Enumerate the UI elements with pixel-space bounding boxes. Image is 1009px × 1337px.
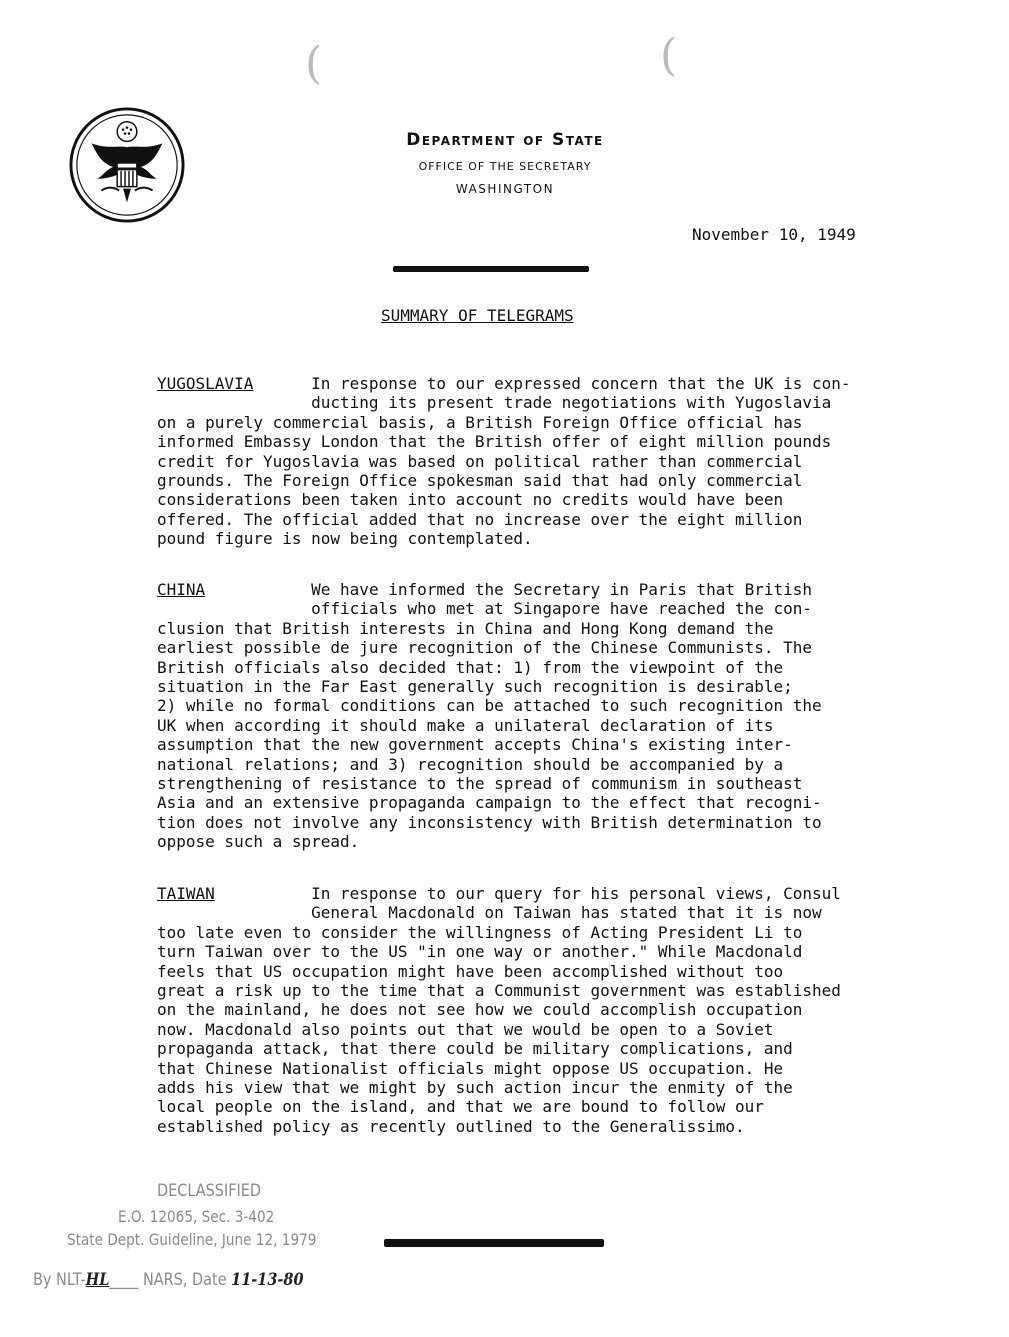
redacted-classification-bottom [384,1239,604,1247]
section-continuation: officials who met at Singapore have reached the con- [311,599,813,619]
section-taiwan [157,884,937,1136]
section-first-line: In response to our query for his personal views, Consul [311,884,841,903]
nars-date-label: NARS, Date [142,1270,227,1290]
review-line: By NLT-HL____ NARS, Date 11-13-80 [33,1270,304,1290]
section-continuation: General Macdonald on Taiwan has stated that it is now [311,903,822,923]
declassified-label: DECLASSIFIED [157,1181,262,1201]
margin-mark-right: ( [660,30,678,81]
executive-order-line: E.O. 12065, Sec. 3-402 [118,1207,275,1226]
margin-mark-left: ( [305,38,323,89]
section-first-line: We have informed the Secretary in Paris that British [311,580,813,599]
section-first-line: In response to our expressed concern that the UK is con- [311,374,851,393]
section-body: on a purely commercial basis, a British Foreign Office official has informed Embassy London that the British offer of eight million pounds credit for Yugoslavia was based on political rather than commercial grounds. The Foreign Office spokesman said that had only commercial considerations been taken into account no credits would have been offered. The official added that no increase over the eight million pound figure is now being contemplated. [157,412,832,549]
section-heading: TAIWAN [157,884,215,903]
section-body: clusion that British interests in China and Hong Kong demand the earliest possible de jure recognition of the Chinese Communists. The British officials also decided that: 1) from the viewpoint of the situation in the Far East generally such recognition is desirable; 2) while no formal conditions can be attached to such recognition the UK when according it should make a unilateral declaration of its assumption that the new government accepts China's existing inter- national relations; and 3) recognition should be accompanied by a strengthening of resistance to the spread of communism in southeast Asia and an extensive propaganda campaign to the effect that recogni- tion does not involve any inconsistency with British determination to oppose such a spread. [157,618,822,852]
redacted-classification-top [393,266,589,272]
review-prefix: By NLT- [33,1270,86,1290]
section-body: too late even to consider the willingness of Acting President Li to turn Taiwan over to the US "in one way or another." While Macdonald feels that US occupation might have been accomplished without too great a risk up to the time that a Communist government was established on the mainland, he does not see how we could accomplish occupation now. Macdonald also points out that we would be open to a Soviet propaganda attack, that there could be military complications, and that Chinese Nationalist officials might oppose US occupation. He adds his view that we might by such action incur the enmity of the local people on the island, and that we are bound to follow our established policy as recently outlined to the Generalissimo. [157,922,841,1136]
document-date: November 10, 1949 [692,225,856,244]
department-title: Department of State [406,130,604,150]
guideline-line: State Dept. Guideline, June 12, 1979 [67,1230,317,1249]
section-heading: CHINA [157,580,206,599]
review-date-handwritten: 11-13-80 [231,1270,304,1290]
office-subtitle: OFFICE OF THE SECRETARY [418,160,592,173]
section-continuation: ducting its present trade negotiations with Yugoslavia [311,393,832,413]
section-yugoslavia [157,374,937,549]
section-heading: YUGOSLAVIA [157,374,254,393]
reviewer-initials: HL [85,1270,110,1290]
document-title: SUMMARY OF TELEGRAMS [381,306,574,325]
city-subtitle: WASHINGTON [455,182,555,196]
section-china [157,580,937,852]
great-seal-icon [68,106,186,224]
